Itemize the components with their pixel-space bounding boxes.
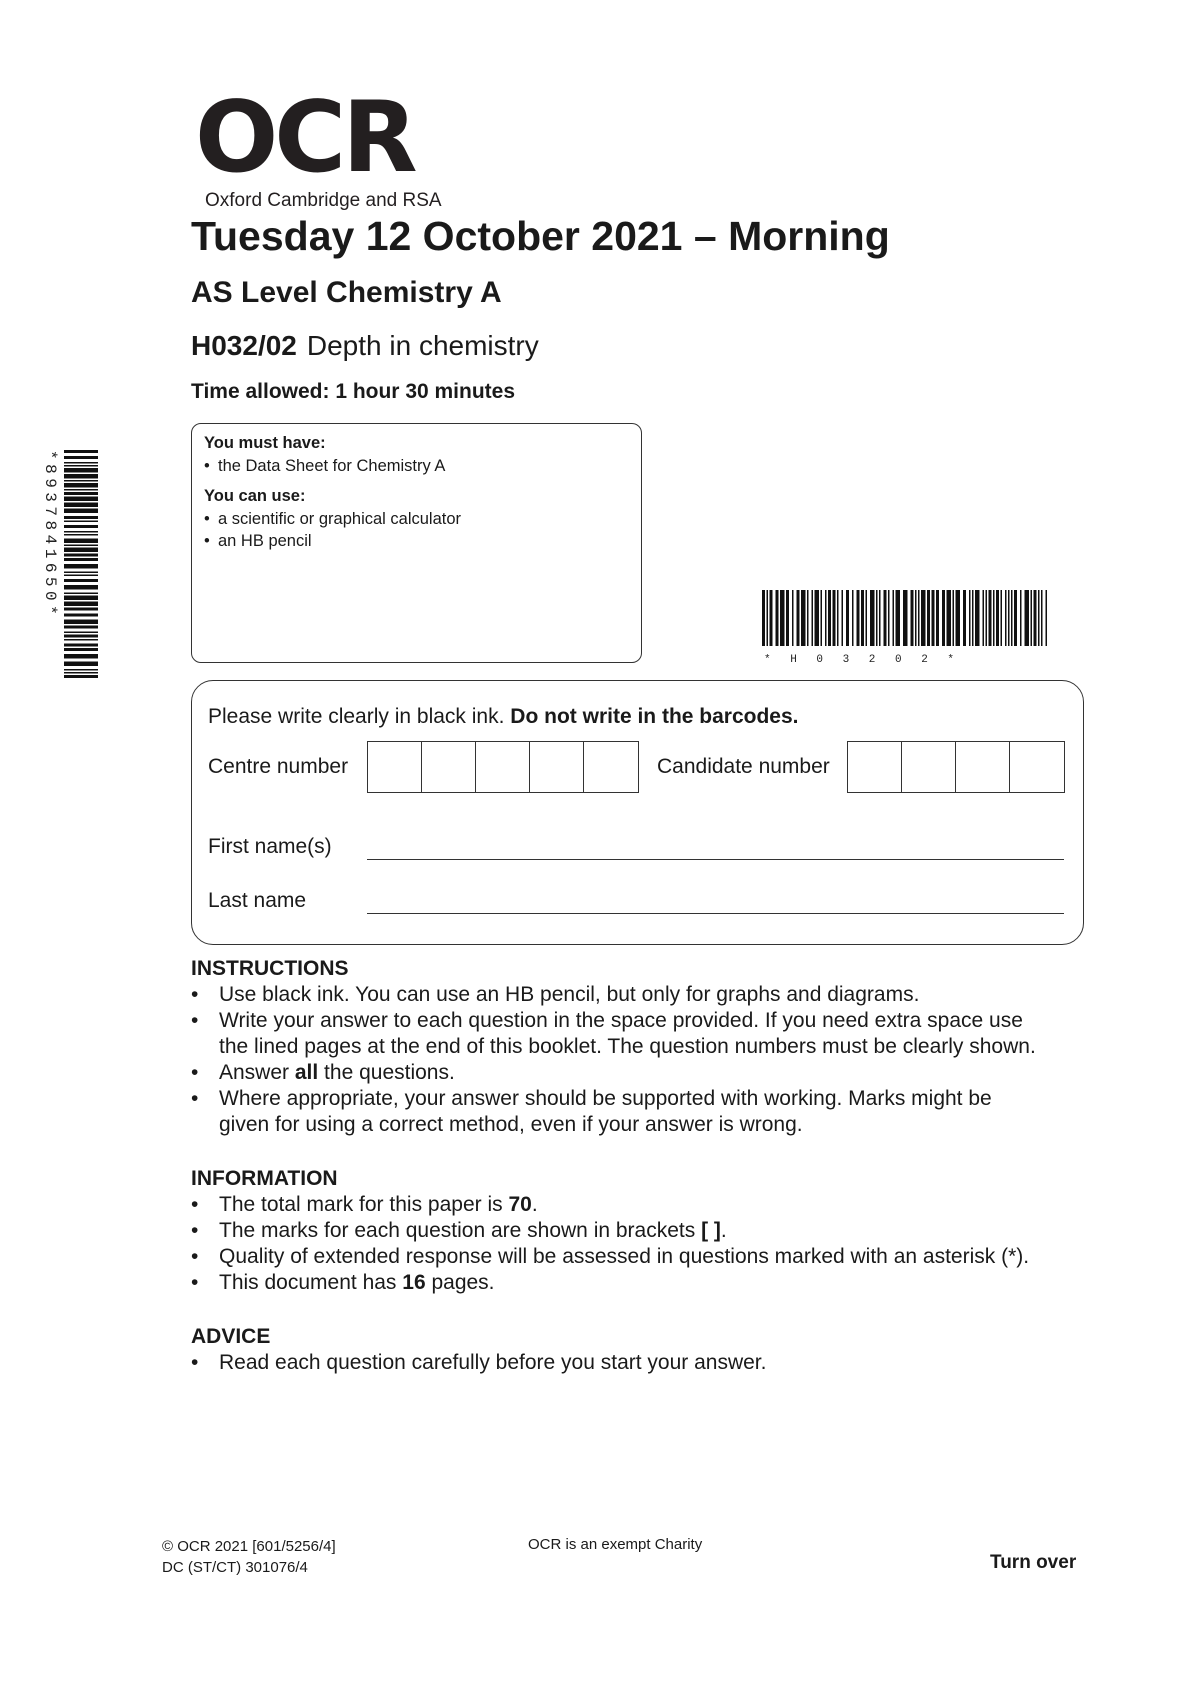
- last-name-label: Last name: [208, 889, 307, 912]
- barcode-bar: [64, 516, 98, 519]
- barcode-bar: [1020, 590, 1022, 646]
- barcode-bar: [1025, 590, 1030, 646]
- barcode-bar: [888, 590, 890, 646]
- barcode-bar: [64, 572, 98, 574]
- paper-line: [191, 330, 539, 362]
- last-name-line[interactable]: [367, 913, 1064, 914]
- logo-subtitle: Oxford Cambridge and RSA: [205, 190, 442, 211]
- advice-heading: ADVICE: [191, 1325, 271, 1348]
- barcode-bar: [64, 648, 98, 651]
- barcode-bar: [64, 635, 98, 638]
- side-barcode-text: *8937841650*: [41, 450, 59, 620]
- barcode-bar: [64, 672, 98, 674]
- barcode-bar: [64, 614, 98, 617]
- barcode-bar: [1038, 590, 1040, 646]
- barcode-bar: [64, 558, 98, 561]
- barcode-bar: [64, 608, 98, 611]
- advice-section: [191, 1324, 1091, 1376]
- candidate-digit-box[interactable]: [902, 742, 956, 792]
- barcode-bar: [64, 531, 98, 533]
- barcode-bar: [884, 590, 887, 646]
- barcode-bar: [921, 590, 926, 646]
- barcode-bar: [893, 590, 895, 646]
- barcode-bar: [786, 590, 789, 646]
- paper-title: Depth in chemistry: [306, 330, 539, 361]
- barcode-bar: [896, 590, 901, 646]
- centre-digit-box[interactable]: [476, 742, 530, 792]
- centre-number-boxes: [367, 741, 639, 793]
- barcode-bar: [833, 590, 836, 646]
- barcode-bar: [64, 509, 98, 514]
- barcode-bar: [64, 662, 98, 667]
- ocr-logo: [195, 81, 445, 212]
- barcode-bar: [1008, 590, 1010, 646]
- paper-code: H032/02: [191, 330, 297, 361]
- barcode-bar: [64, 654, 98, 659]
- barcode-bar: [64, 579, 98, 582]
- barcode-bar: [807, 590, 809, 646]
- time-allowed: Time allowed: 1 hour 30 minutes: [191, 380, 516, 403]
- barcode-bar: [815, 590, 820, 646]
- first-name-line[interactable]: [367, 859, 1064, 860]
- barcode-bar: [1034, 590, 1037, 646]
- logo-wordmark: OCR: [195, 81, 414, 195]
- barcode-bar: [64, 644, 98, 647]
- information-section: [191, 1166, 1091, 1296]
- barcode-bar: [64, 675, 98, 678]
- barcode-bar: [870, 590, 875, 646]
- barcode-bar: [64, 462, 98, 464]
- candidate-digit-box[interactable]: [848, 742, 902, 792]
- barcode-bar: [983, 590, 985, 646]
- barcode-bar: [861, 590, 864, 646]
- barcode-bar: [1046, 590, 1048, 646]
- barcode-bar: [969, 590, 971, 646]
- barcode-bar: [64, 534, 98, 536]
- barcode-bar: [64, 626, 98, 629]
- barcode-bar: [947, 590, 952, 646]
- paper-barcode: [760, 590, 1050, 664]
- instructions-section: [191, 956, 1091, 1138]
- advice-item: • Read each question carefully before you start your answer.: [191, 1350, 1091, 1376]
- barcode-bar: [956, 590, 961, 646]
- barcode-bar: [64, 489, 98, 491]
- ink-note: [208, 705, 799, 729]
- barcode-bar: [64, 539, 98, 544]
- barcode-bar: [1041, 590, 1043, 646]
- barcode-bar: [64, 525, 98, 528]
- barcode-bar: [64, 596, 98, 601]
- barcode-bar: [846, 590, 849, 646]
- barcode-bar: [942, 590, 945, 646]
- barcode-bar: [64, 497, 98, 502]
- barcode-bar: [801, 590, 806, 646]
- barcode-bar: [1005, 590, 1007, 646]
- barcode-bar: [64, 474, 98, 479]
- barcode-bar: [837, 590, 839, 646]
- barcode-bar: [911, 590, 914, 646]
- barcode-bar: [64, 548, 98, 553]
- can-use-heading: You can use:: [204, 487, 306, 505]
- barcode-bar: [936, 590, 939, 646]
- first-name-label: First name(s): [208, 835, 332, 858]
- instruction-item: • Answer all the questions.: [191, 1060, 1091, 1086]
- instruction-item: • Write your answer to each question in the space provided. If you need extra space use the lined pages at the end of this booklet. The question numbers must be clearly shown.: [191, 1008, 1091, 1060]
- barcode-bar: [64, 632, 98, 634]
- barcode-bar: [879, 590, 881, 646]
- barcode-bar: [64, 503, 98, 508]
- barcode-bar: [1031, 590, 1033, 646]
- barcode-bar: [903, 590, 908, 646]
- barcode-bar: [64, 575, 98, 577]
- instruction-item: • Where appropriate, your answer should be supported with working. Marks might be given for using a correct method, even if your answer is wrong.: [191, 1086, 1091, 1138]
- barcode-bar: [932, 590, 935, 646]
- barcode-bar: [918, 590, 920, 646]
- barcode-bar: [64, 564, 98, 569]
- barcode-bar: [828, 590, 831, 646]
- information-item: • The marks for each question are shown in brackets [ ].: [191, 1218, 1091, 1244]
- ink-note-bold: Do not write in the barcodes.: [510, 705, 799, 728]
- centre-digit-box[interactable]: [368, 742, 422, 792]
- barcode-bar: [780, 590, 785, 646]
- barcode-bar: [915, 590, 917, 646]
- barcode-bar: [975, 590, 980, 646]
- centre-digit-box[interactable]: [530, 742, 584, 792]
- exam-date: Tuesday 12 October 2021 – Morning: [191, 213, 890, 259]
- information-item: • This document has 16 pages.: [191, 1270, 1091, 1296]
- barcode-bar: [792, 590, 794, 646]
- barcode-bar: [762, 590, 765, 646]
- centre-digit-box[interactable]: [584, 742, 638, 792]
- barcode-bar: [64, 468, 98, 473]
- centre-number-label: Centre number: [208, 755, 349, 778]
- information-item: • The total mark for this paper is 70.: [191, 1192, 1091, 1218]
- barcode-bar: [852, 590, 854, 646]
- charity-note: OCR is an exempt Charity: [528, 1536, 703, 1553]
- barcode-bar: [64, 450, 98, 453]
- barcode-bar: [1014, 590, 1017, 646]
- barcode-bar: [989, 590, 992, 646]
- candidate-details-box: [191, 680, 1084, 945]
- barcode-bar: [927, 590, 930, 646]
- barcode-bar: [776, 590, 779, 646]
- ink-note-text: Please write clearly in black ink.: [208, 705, 511, 728]
- barcode-bar: [953, 590, 955, 646]
- barcode-bar: [797, 590, 800, 646]
- barcode-bar: [993, 590, 995, 646]
- copyright-text: © OCR 2021 [601/5256/4]: [162, 1538, 336, 1555]
- turn-over-label: Turn over: [990, 1552, 1077, 1573]
- barcode-bar: [64, 620, 98, 625]
- footer-codes: [162, 1536, 336, 1578]
- barcode-bar: [64, 585, 98, 590]
- paper-barcode-text: * H 0 3 2 0 2 *: [764, 654, 961, 664]
- can-use-item: • an HB pencil: [204, 530, 629, 552]
- information-item: • Quality of extended response will be assessed in questions marked with an asterisk (*).: [191, 1244, 1091, 1270]
- candidate-number-label: Candidate number: [657, 755, 830, 778]
- barcode-bar: [770, 590, 773, 646]
- barcode-bar: [64, 545, 98, 547]
- barcode-bar: [64, 639, 98, 641]
- subject-title: AS Level Chemistry A: [191, 276, 502, 309]
- centre-digit-box[interactable]: [422, 742, 476, 792]
- instruction-item: • Use black ink. You can use an HB pencil, but only for graphs and diagrams.: [191, 982, 1091, 1008]
- barcode-bar: [64, 593, 98, 595]
- barcode-bar: [64, 480, 98, 482]
- barcode-bar: [821, 590, 823, 646]
- barcode-bar: [842, 590, 844, 646]
- barcode-bar: [64, 669, 98, 671]
- barcode-bar: [876, 590, 878, 646]
- information-heading: INFORMATION: [191, 1167, 338, 1190]
- barcode-bar: [825, 590, 827, 646]
- barcode-bar: [1011, 590, 1013, 646]
- barcode-bar: [963, 590, 966, 646]
- candidate-digit-box[interactable]: [956, 742, 1010, 792]
- barcode-bar: [64, 554, 98, 557]
- barcode-bar: [64, 602, 98, 607]
- candidate-number-boxes: [847, 741, 1065, 793]
- barcode-bar: [812, 590, 814, 646]
- can-use-item: • a scientific or graphical calculator: [204, 508, 629, 530]
- barcode-bar: [64, 465, 98, 467]
- side-barcode: [40, 448, 100, 680]
- barcode-bar: [866, 590, 868, 646]
- barcode-bar: [1001, 590, 1003, 646]
- barcode-bar: [972, 590, 974, 646]
- candidate-digit-box[interactable]: [1010, 742, 1064, 792]
- barcode-bar: [64, 492, 98, 495]
- barcode-bar: [64, 456, 98, 459]
- requirements-box: [191, 423, 642, 663]
- barcode-bar: [767, 590, 769, 646]
- barcode-bar: [857, 590, 860, 646]
- barcode-bar: [986, 590, 988, 646]
- must-have-heading: You must have:: [204, 434, 326, 452]
- document-code: DC (ST/CT) 301076/4: [162, 1559, 308, 1576]
- barcode-bar: [64, 483, 98, 488]
- must-have-item: • the Data Sheet for Chemistry A: [204, 455, 629, 477]
- barcode-bar: [64, 521, 98, 523]
- instructions-heading: INSTRUCTIONS: [191, 957, 349, 980]
- barcode-bar: [996, 590, 999, 646]
